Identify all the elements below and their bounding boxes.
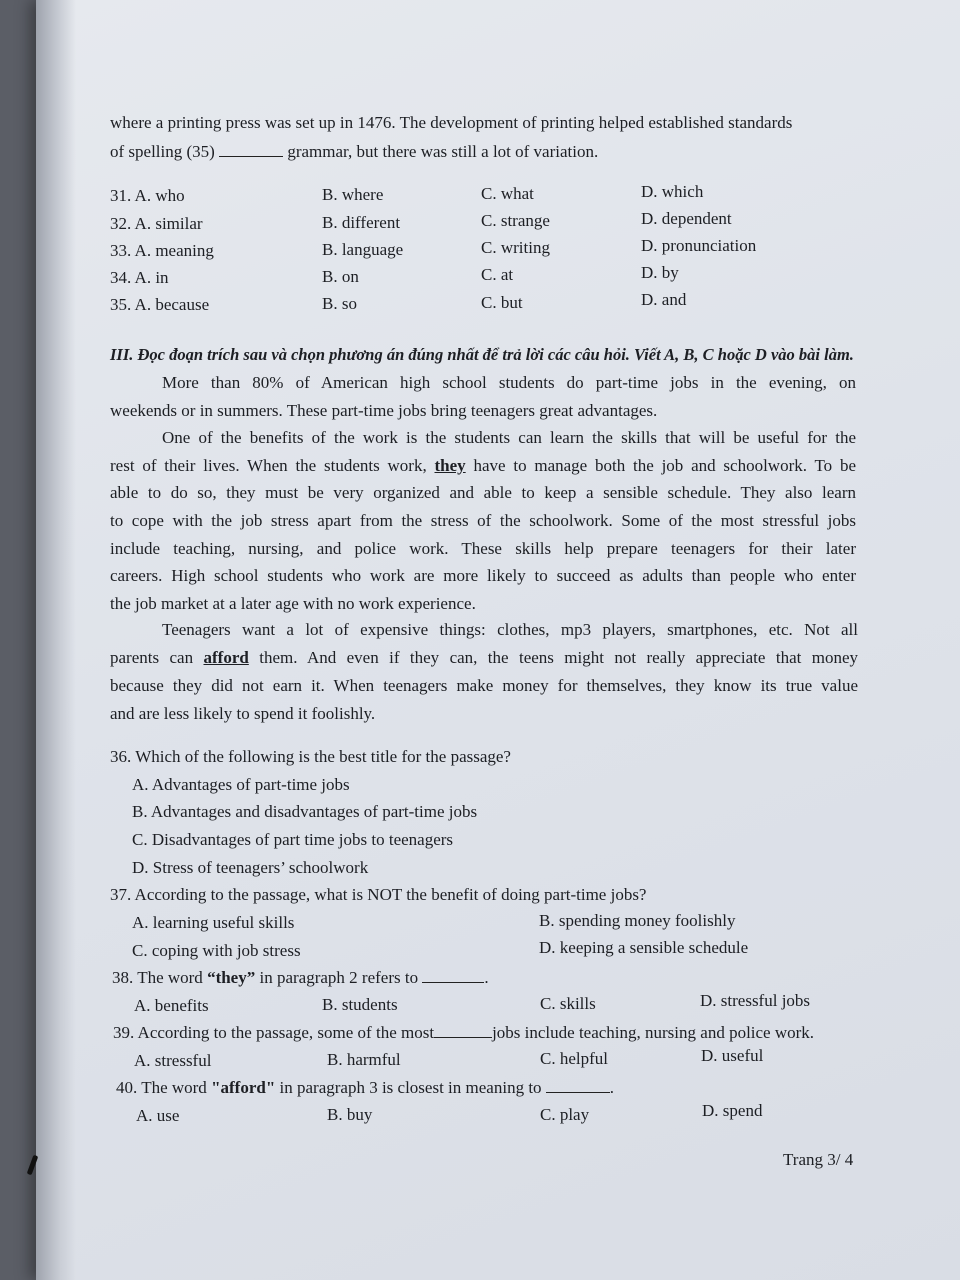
question-36-option-c: C. Disadvantages of part time jobs to teenagers (132, 830, 454, 849)
intro-line-2 (110, 141, 598, 163)
section-heading: III. Đọc đoạn trích sau và chọn phương án đúng nhất để trả lời các câu hỏi. Viết A, B, C hoặc D vào bài làm. (110, 345, 854, 364)
p2-l2-pre: rest of their lives. When the students work, (110, 456, 427, 475)
paragraph-2-line-6: careers. High school students who work are more likely to succeed as adults than people who enter (110, 566, 856, 585)
option-d: D. which (641, 182, 704, 201)
question-38-option-c: C. skills (540, 994, 596, 1013)
paragraph-2-line-4: to cope with the job stress apart from the stress of the schoolwork. Some of the most stressful jobs (110, 511, 856, 530)
q40-stem-pre: 40. The word (116, 1078, 207, 1097)
paragraph-3-line-1: Teenagers want a lot of expensive things: clothes, mp3 players, smartphones, etc. Not all (162, 620, 858, 639)
option-a: 34. A. in (110, 268, 169, 287)
question-37-option-a: A. learning useful skills (132, 913, 295, 932)
p3-l2-post: them. And even if they can, the teens might not really appreciate that money (259, 648, 859, 667)
question-37-stem: 37. According to the passage, what is NOT the benefit of doing part-time jobs? (110, 885, 647, 904)
q38-stem-word: “they” (207, 968, 256, 987)
p3-l2-pre: parents can (110, 648, 194, 667)
question-38-stem: 38. The word “they” in paragraph 2 refers to . (112, 968, 489, 987)
option-b: B. language (322, 240, 404, 259)
option-d: D. pronunciation (641, 236, 757, 255)
option-c: C. what (481, 184, 534, 203)
q38-stem-post: in paragraph 2 refers to (259, 968, 419, 987)
q40-stem-word: "afford" (211, 1078, 276, 1097)
option-d: D. dependent (641, 209, 732, 228)
answer-blank (219, 142, 283, 157)
paragraph-1-line-1: More than 80% of American high school students do part-time jobs in the evening, on (162, 373, 856, 392)
question-39-option-a: A. stressful (134, 1051, 212, 1070)
option-a: 35. A. because (110, 295, 210, 314)
question-40-stem: 40. The word "afford" in paragraph 3 is closest in meaning to . (116, 1078, 615, 1097)
question-39-option-d: D. useful (701, 1046, 764, 1065)
question-38-option-a: A. benefits (134, 996, 209, 1015)
paragraph-2-line-5: include teaching, nursing, and police work. These skills help prepare teenagers for their later (110, 539, 856, 558)
question-37-option-c: C. coping with job stress (132, 941, 301, 960)
paragraph-3-line-2 (110, 647, 858, 669)
option-a: 33. A. meaning (110, 241, 214, 260)
question-37-option-d: D. keeping a sensible schedule (539, 938, 749, 957)
question-36-option-a: A. Advantages of part-time jobs (132, 775, 350, 794)
highlighted-word-they: they (434, 456, 466, 475)
paragraph-2-line-2 (110, 455, 856, 477)
question-40-option-c: C. play (540, 1105, 590, 1124)
question-40-option-b: B. buy (327, 1105, 373, 1124)
q40-stem-post: in paragraph 3 is closest in meaning to (279, 1078, 542, 1097)
option-c: C. writing (481, 238, 550, 257)
q39-stem-post: jobs include teaching, nursing and police work. (492, 1023, 815, 1042)
option-b: B. different (322, 213, 401, 232)
intro-line-2-pre: of spelling (35) (110, 142, 215, 161)
option-d: D. and (641, 290, 687, 309)
paragraph-2-line-3: able to do so, they must be very organized and able to keep a sensible schedule. They also learn (110, 483, 856, 502)
intro-line-2-post: grammar, but there was still a lot of variation. (287, 142, 599, 161)
paragraph-1-line-2: weekends or in summers. These part-time jobs bring teenagers great advantages. (110, 401, 658, 420)
option-b: B. where (322, 185, 384, 204)
option-a: 31. A. who (110, 186, 185, 205)
question-37-option-b: B. spending money foolishly (539, 911, 736, 930)
p2-l2-post: have to manage both the job and schoolwork. To be (473, 456, 857, 475)
q38-stem-pre: 38. The word (112, 968, 203, 987)
binding-fold (36, 0, 76, 1280)
highlighted-word-afford: afford (203, 648, 249, 667)
option-c: C. strange (481, 211, 550, 230)
answer-blank (434, 1023, 492, 1038)
option-b: B. on (322, 267, 359, 286)
question-39-option-b: B. harmful (327, 1050, 401, 1069)
option-d: D. by (641, 263, 679, 282)
option-c: C. at (481, 265, 514, 284)
page-number: Trang 3/ 4 (783, 1150, 854, 1169)
answer-blank (422, 968, 484, 983)
answer-blank (546, 1078, 610, 1093)
option-a: 32. A. similar (110, 214, 203, 233)
question-36-option-b: B. Advantages and disadvantages of part-time jobs (132, 802, 478, 821)
question-38-option-b: B. students (322, 995, 398, 1014)
paragraph-3-line-3: because they did not earn it. When teenagers make money for themselves, they know its true value (110, 676, 858, 695)
question-40-option-a: A. use (136, 1106, 180, 1125)
q39-stem-pre: 39. According to the passage, some of the most (113, 1023, 435, 1042)
option-b: B. so (322, 294, 357, 313)
question-39-stem (113, 1022, 814, 1044)
intro-line-1: where a printing press was set up in 1476. The development of printing helped established standards (110, 113, 793, 132)
paragraph-2-line-7: the job market at a later age with no work experience. (110, 594, 476, 613)
question-36-stem: 36. Which of the following is the best title for the passage? (110, 747, 511, 766)
question-40-option-d: D. spend (702, 1101, 763, 1120)
paragraph-3-line-4: and are less likely to spend it foolishly. (110, 704, 376, 723)
question-39-option-c: C. helpful (540, 1049, 608, 1068)
question-36-option-d: D. Stress of teenagers’ schoolwork (132, 858, 369, 877)
paragraph-2-line-1: One of the benefits of the work is the students can learn the skills that will be useful for the (162, 428, 856, 447)
option-c: C. but (481, 293, 523, 312)
question-38-option-d: D. stressful jobs (700, 991, 811, 1010)
